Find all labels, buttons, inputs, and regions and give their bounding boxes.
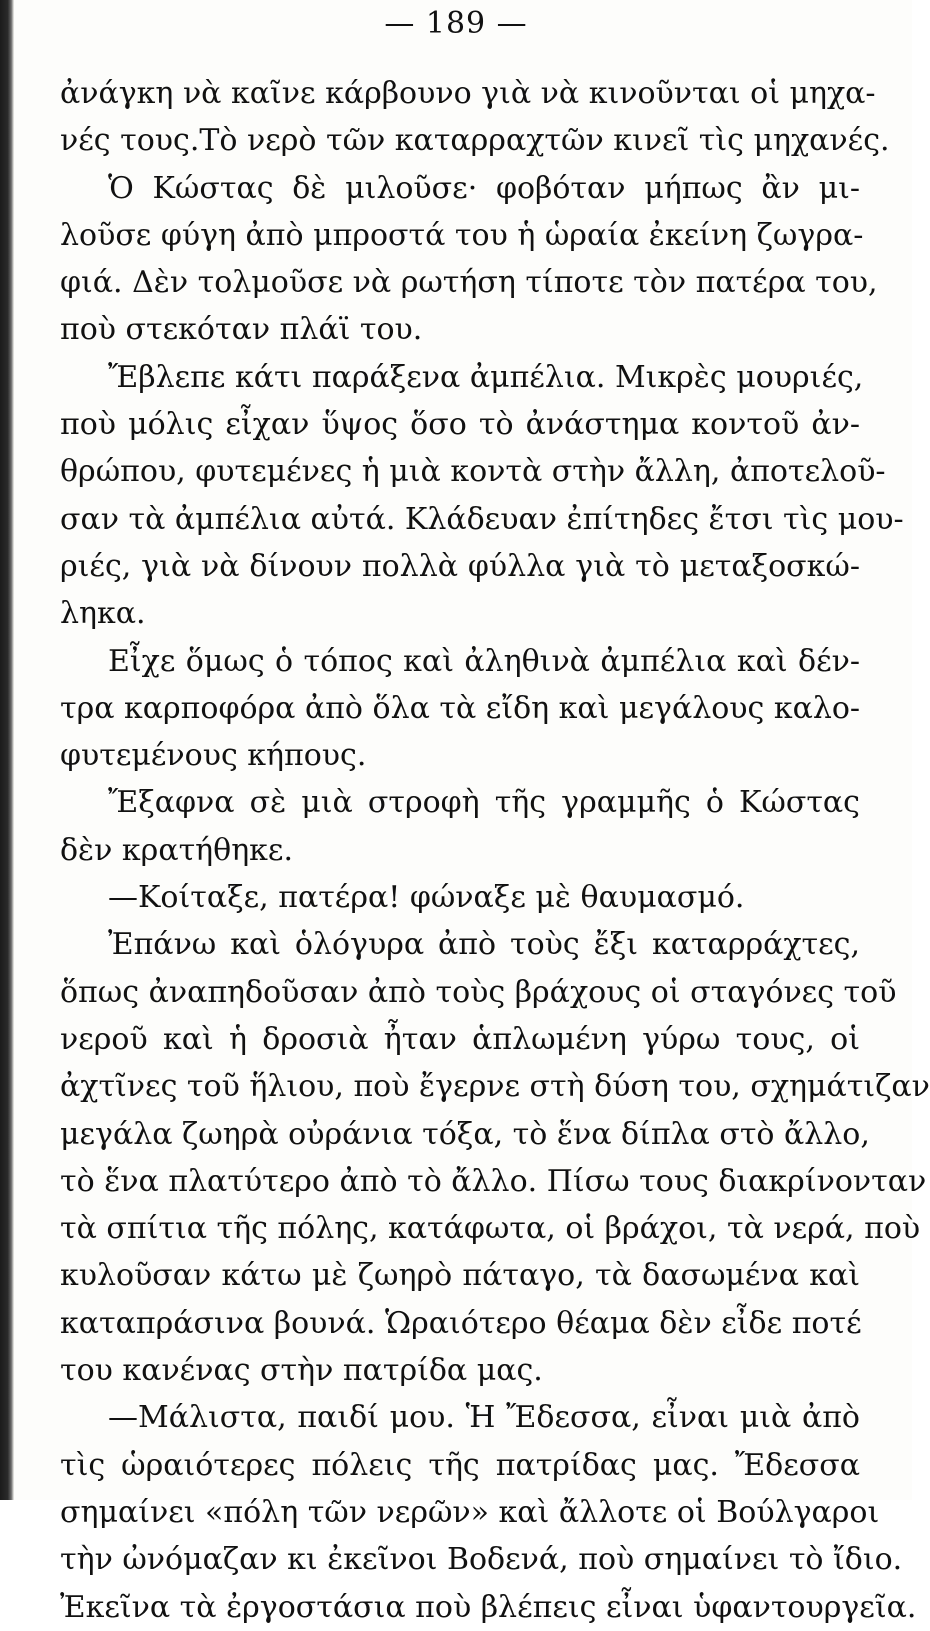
text-line: δὲν κρατήθηκε. [60,832,294,868]
text-line: θρώπου, φυτεμένες ἡ μιὰ κοντὰ στὴν ἄλλη, ἀποτελοῦ- [60,454,886,490]
text-line: τρα καρποφόρα ἀπὸ ὅλα τὰ εἴδη καὶ μεγάλους καλο- [60,690,861,726]
text-line: ποὺ μόλις εἶχαν ὕψος ὅσο τὸ ἀνάστημα κοντοῦ ἀν- [60,407,860,443]
text-line: —Κοίταξε, πατέρα! φώναξε μὲ θαυμασμό. [108,880,745,916]
text-line: σημαίνει «πόλη τῶν νερῶν» καὶ ἄλλοτε οἱ Βούλγαροι [60,1494,880,1530]
text-line: νές τους.Τὸ νερὸ τῶν καταρραχτῶν κινεῖ τὶς μηχανές. [60,123,890,159]
text-line: —Μάλιστα, παιδί μου. Ἡ Ἔδεσσα, εἶναι μιὰ ἀπὸ [108,1400,860,1436]
text-line: Ὁ Κώστας δὲ μιλοῦσε· φοβόταν μήπως ἂν μι- [108,170,860,206]
text-line: Ἔξαφνα σὲ μιὰ στροφὴ τῆς γραμμῆς ὁ Κώστας [108,785,860,821]
text-line: Ἐπάνω καὶ ὁλόγυρα ἀπὸ τοὺς ἔξι καταρράχτες, [108,927,860,963]
text-line: φιά. Δὲν τολμοῦσε νὰ ρωτήση τίποτε τὸν πατέρα του, [60,265,878,301]
text-line: καταπράσινα βουνά. Ὡραιότερο θέαμα δὲν εἶδε ποτέ [60,1305,862,1341]
text-line: ἀνάγκη νὰ καῖνε κάρβουνο γιὰ νὰ κινοῦνται οἱ μηχα- [60,76,876,111]
page-number: — 189 — [384,6,528,41]
text-line: τὰ σπίτια τῆς πόλης, κατάφωτα, οἱ βράχοι, τὰ νερά, ποὺ [60,1211,921,1247]
text-line: σαν τὰ ἀμπέλια αὐτά. Κλάδευαν ἐπίτηδες ἔτσι τὶς μου- [60,501,904,537]
text-line: κυλοῦσαν κάτω μὲ ζωηρὸ πάταγο, τὰ δασωμένα καὶ [60,1258,860,1294]
text-line: λοῦσε φύγη ἀπὸ μπροστά του ἡ ὡραία ἐκείνη ζωγρα- [60,217,864,253]
text-line: Ἐκεῖνα τὰ ἐργοστάσια ποὺ βλέπεις εἶναι ὑφαντουργεῖα. [60,1589,917,1625]
page-body-text [60,70,930,1631]
text-line: φυτεμένους κήπους. [60,738,367,774]
text-line: τὴν ὠνόμαζαν κι ἐκεῖνοι Βοδενά, ποὺ σημαίνει τὸ ἴδιο. [60,1542,903,1578]
text-line: ληκα. [60,596,146,632]
text-line: ποὺ στεκόταν πλάϊ του. [60,312,423,348]
text-line: μεγάλα ζωηρὰ οὐράνια τόξα, τὸ ἕνα δίπλα στὸ ἄλλο, [60,1116,870,1152]
text-line: ἀχτῖνες τοῦ ἥλιου, ποὺ ἔγερνε στὴ δύση του, σχημάτιζαν [60,1069,930,1105]
text-line: ριές, γιὰ νὰ δίνουν πολλὰ φύλλα γιὰ τὸ μεταξοσκώ- [60,548,860,584]
text-line: νεροῦ καὶ ἡ δροσιὰ ἦταν ἁπλωμένη γύρω τους, οἱ [60,1021,860,1057]
text-line: του κανένας στὴν πατρίδα μας. [60,1353,543,1389]
text-line: ὅπως ἀναπηδοῦσαν ἀπὸ τοὺς βράχους οἱ σταγόνες τοῦ [60,974,897,1010]
text-line: Εἶχε ὅμως ὁ τόπος καὶ ἀληθινὰ ἀμπέλια καὶ δέν- [108,643,860,679]
text-line: τὶς ὡραιότερες πόλεις τῆς πατρίδας μας. Ἔδεσσα [60,1447,860,1483]
text-line: Ἔβλεπε κάτι παράξενα ἀμπέλια. Μικρὲς μουριές, [108,359,864,395]
text-line: τὸ ἕνα πλατύτερο ἀπὸ τὸ ἄλλο. Πίσω τους διακρίνονταν [60,1163,927,1199]
book-spine-shadow [0,0,14,1500]
